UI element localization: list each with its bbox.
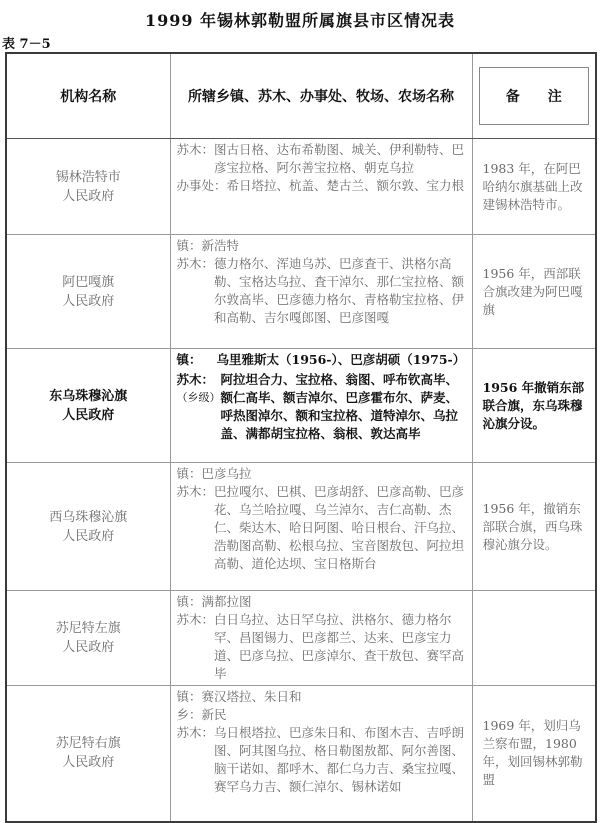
entry-text: 新浩特 [201, 238, 240, 253]
org-name: 苏尼特右旗 人民政府 [6, 686, 170, 822]
org-name: 西乌珠穆沁旗 人民政府 [6, 463, 170, 591]
entry-label: 苏木： [176, 256, 215, 271]
places-cell [170, 463, 472, 591]
places-cell [170, 139, 472, 235]
places-cell [170, 349, 472, 463]
entry-text: 满都拉图 [201, 594, 252, 609]
entry-label: 乡： [176, 707, 202, 722]
header-row [6, 53, 596, 139]
page-title: 1999 年锡林郭勒盟所属旗县市区情况表 [144, 11, 456, 30]
header-places: 所辖乡镇、苏木、办事处、牧场、农场名称 [170, 53, 472, 139]
entry-sublabel: （乡级） [176, 391, 221, 404]
entry-label: 苏木： [176, 612, 215, 627]
places-entry [177, 706, 468, 724]
table-row [6, 139, 596, 235]
org-name: 锡林浩特市 人民政府 [6, 139, 170, 235]
places-entry [177, 688, 468, 706]
places-entry [177, 237, 468, 255]
entry-label: 镇： [176, 594, 202, 609]
header-notes-cell [472, 53, 596, 139]
table-row [6, 235, 596, 349]
places-entry [177, 141, 468, 177]
places-cell [170, 235, 472, 349]
note-cell: 1956 年，撤销东部联合旗，西乌珠穆沁旗分设。 [472, 463, 596, 591]
entry-label: 苏木： [176, 142, 215, 157]
header-org: 机构名称 [6, 53, 170, 139]
entry-text: 德力格尔、浑迪乌苏、巴彦査干、洪格尔高勒、宝格达乌拉、査干淖尔、那仁宝拉格、额尔敦高毕、巴彦德力格尔、青格勒宝拉格、伊和高勒、吉尔嘎郎图、巴彦图嘎 [214, 256, 465, 325]
entry-text: 新民 [201, 707, 227, 722]
places-cell [170, 591, 472, 686]
places-entry [177, 177, 468, 195]
entry-label: 苏木： [176, 484, 215, 499]
entry-label: 苏木： [176, 372, 215, 387]
places-entry [177, 465, 468, 483]
table-row [6, 463, 596, 591]
places-entry [177, 611, 468, 683]
places-entry [177, 371, 468, 443]
counties-table [5, 52, 597, 823]
entry-text: 阿拉坦合力、宝拉格、翁图、呼布钦高毕、额仁高毕、额吉淖尔、巴彦霍布尔、萨麦、呼热图淖尔、额和宝拉格、道特淖尔、乌拉盖、满都胡宝拉格、翁根、敦达高毕 [220, 372, 459, 441]
entry-label-stack [177, 371, 221, 407]
table-number: 表 7－5 [2, 37, 51, 52]
org-name: 阿巴嘎旗 人民政府 [6, 235, 170, 349]
entry-text: 乌日根塔拉、巴彦朱日和、布图木吉、吉呼朗图、阿其图乌拉、格日勒图敖都、阿尔善图、脑干诺如、都呼木、都仁乌力吉、桑宝拉嘎、赛罕乌力吉、额仁淖尔、锡林诺如 [214, 725, 465, 794]
entry-text: 白日乌拉、达日罕乌拉、洪格尔、德力格尔罕、昌图锡力、巴彦都兰、达来、巴彦宝力道、巴彦乌拉、巴彦淖尔、查干敖包、赛罕高毕 [214, 612, 465, 681]
entry-text: 希日塔拉、杭盖、楚古兰、额尔敦、宝力根 [226, 178, 465, 193]
table-row [6, 686, 596, 822]
note-cell: 1969 年，划归乌兰察布盟，1980 年，划回锡林郭勒盟 [472, 686, 596, 822]
entry-label: 办事处： [176, 178, 227, 193]
entry-label: 镇： [176, 238, 202, 253]
entry-label: 镇： [176, 352, 202, 367]
entry-label: 镇： [176, 466, 202, 481]
entry-text: 巴拉嘎尔、巴棋、巴彦胡舒、巴彦高勒、巴彦花、乌兰哈拉嘎、乌兰淖尔、吉仁高勒、杰仁、柴达木、哈日阿图、哈日根台、汗乌拉、浩勒图高勒、松根乌拉、宝音图敖包、阿拉坦高勒、道伦达坝、宝日格斯台 [214, 484, 465, 571]
note-cell: 1956 年撤销东部联合旗，东乌珠穆沁旗分设。 [472, 349, 596, 463]
places-cell [170, 686, 472, 822]
entry-label: 苏木： [176, 725, 215, 740]
table-row [6, 591, 596, 686]
header-notes: 备 注 [479, 67, 590, 125]
entry-text: 乌里雅斯太（1956-）、巴彦胡硕（1975-） [216, 352, 466, 367]
note-cell [472, 591, 596, 686]
places-entry [177, 724, 468, 796]
org-name: 苏尼特左旗 人民政府 [6, 591, 170, 686]
places-entry [177, 255, 468, 327]
note-cell: 1983 年，在阿巴哈纳尔旗基础上改建锡林浩特市。 [472, 139, 596, 235]
org-name: 东乌珠穆沁旗 人民政府 [6, 349, 170, 463]
places-entry [177, 593, 468, 611]
entry-label: 镇： [176, 689, 202, 704]
note-cell: 1956 年，西部联合旗改建为阿巴嘎旗 [472, 235, 596, 349]
entry-text: 图古日格、达布希勒图、城关、伊利勒特、巴彦宝拉格、阿尔善宝拉格、朝克乌拉 [214, 142, 465, 175]
table-row [6, 349, 596, 463]
entry-text: 巴彦乌拉 [201, 466, 252, 481]
places-entry [177, 483, 468, 573]
entry-text: 赛汉塔拉、朱日和 [201, 689, 302, 704]
places-entry [177, 351, 468, 369]
